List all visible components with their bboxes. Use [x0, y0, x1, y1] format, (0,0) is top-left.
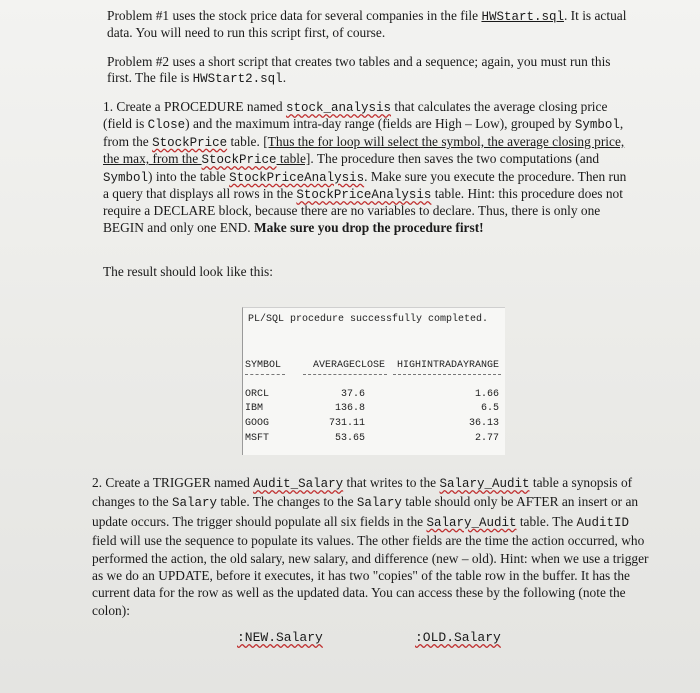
item2-text: that writes to the — [343, 475, 440, 490]
item2-text: table. The changes to the — [216, 494, 357, 510]
old-salary-ref: :OLD.Salary — [415, 630, 501, 645]
column-header-averageclose: AVERAGECLOSE — [313, 360, 386, 371]
drop-procedure-warning: Make sure you drop the procedure first! — [254, 219, 484, 235]
cell-symbol: IBM — [245, 403, 264, 414]
problem2-text: Problem #2 uses a short script that creates two tables and a sequence; again, you must run this first. The file is — [107, 54, 611, 86]
analysis-table-name: StockPriceAnalysis — [296, 188, 432, 203]
trigger-name: Audit_Salary — [253, 477, 344, 491]
table-row — [243, 403, 505, 416]
item1-bracket-note-end: table] — [276, 151, 311, 167]
output-message: PL/SQL procedure successfully completed. — [248, 314, 489, 325]
item2-paragraph — [92, 474, 654, 619]
item2-text: field will use the sequence to populate its values. The other fields are the time the action occurred, who performed the action, the old salary, new salary, and difference (new – old). Hint: when we use a trigger as we do an UPDATE, before it executes, it has two "copies" of the table row in the buffer. It has the current data for the row as well as the updated data. You can access these by the following (note the colon): — [92, 533, 649, 618]
new-salary-ref: :NEW.Salary — [237, 630, 323, 645]
hwstart2-filename: HWStart2.sql — [192, 72, 283, 87]
salary-table-name: Salary — [171, 496, 217, 511]
cell-symbol: GOOG — [245, 418, 270, 429]
table-row — [243, 389, 505, 402]
cell-range: 36.13 — [468, 418, 499, 429]
header-underline — [245, 374, 285, 375]
item1-text: table. — [227, 133, 264, 149]
item1-text: ) into the table — [148, 168, 230, 184]
sql-output-panel — [242, 307, 505, 455]
hwstart-filename: HWStart.sql — [481, 10, 564, 24]
close-field: Close — [147, 118, 186, 133]
column-header-symbol: SYMBOL — [245, 360, 282, 371]
analysis-table-name: StockPriceAnalysis — [229, 170, 365, 185]
cell-symbol: MSFT — [245, 433, 270, 444]
stockprice-table-name: StockPrice — [152, 135, 228, 150]
cell-averageclose: 731.11 — [328, 418, 365, 429]
item1-paragraph — [103, 99, 628, 236]
auditid-field: AuditID — [576, 515, 629, 530]
item2-text: table. The — [516, 513, 577, 529]
cell-averageclose: 37.6 — [340, 389, 365, 400]
item1-text: , from the — [103, 116, 624, 149]
symbol-field: Symbol — [103, 170, 149, 185]
table-row — [243, 433, 505, 446]
salary-audit-table-name: Salary_Audit — [426, 515, 517, 530]
item2-text: 2. Create a TRIGGER named — [92, 475, 254, 490]
item1-text: table. Hint: this procedure does not require a DECLARE block, because there are no variables to declare. Thus, there is only one BEGIN and only one END. — [103, 186, 623, 235]
header-underline — [393, 374, 501, 375]
cell-averageclose: 53.65 — [334, 433, 365, 444]
salary-audit-table-name: Salary_Audit — [439, 477, 530, 491]
item2-text: table should only be AFTER an insert or an update occurs. The trigger should populate all six fields in the — [92, 494, 639, 529]
column-header-highintradayrange: HIGHINTRADAYRANGE — [397, 360, 500, 371]
table-row — [243, 418, 505, 431]
problem1-paragraph — [107, 8, 627, 42]
problem2-text-end: . — [282, 70, 287, 86]
cell-range: 6.5 — [480, 403, 499, 414]
result-intro: The result should look like this: — [103, 264, 273, 279]
item1-text: ) and the maximum intra-day range (fields are High – Low), grouped by — [185, 116, 575, 132]
cell-averageclose: 136.8 — [334, 403, 365, 414]
cell-range: 1.66 — [474, 389, 499, 400]
header-underline — [303, 374, 387, 375]
salary-references — [237, 630, 567, 650]
item2-text: table a synopsis of changes to the — [92, 475, 633, 510]
problem1-text: Problem #1 uses the stock price data for several companies in the file — [107, 8, 482, 23]
item1-text: . Make sure you execute the procedure. Then run a query that displays all rows in the — [103, 168, 627, 202]
cell-range: 2.77 — [474, 433, 499, 444]
symbol-field: Symbol — [574, 118, 620, 133]
salary-table-name: Salary — [356, 496, 402, 511]
item1-text: that calculates the average closing price (field is — [103, 99, 608, 132]
problem1-text-end: . It is actual data. You will need to run this script first, of course. — [107, 8, 627, 41]
cell-symbol: ORCL — [245, 389, 270, 400]
item1-text: 1. Create a PROCEDURE named — [103, 99, 286, 114]
item1-bracket-note: [Thus the for loop will select the symbol, the average closing price, the max, from the — [103, 133, 625, 167]
problem2-paragraph — [107, 54, 627, 88]
stockprice-table-name: StockPrice — [201, 153, 277, 168]
procedure-name: stock_analysis — [285, 101, 392, 115]
item1-text: . The procedure then saves the two computations (and — [310, 151, 600, 167]
